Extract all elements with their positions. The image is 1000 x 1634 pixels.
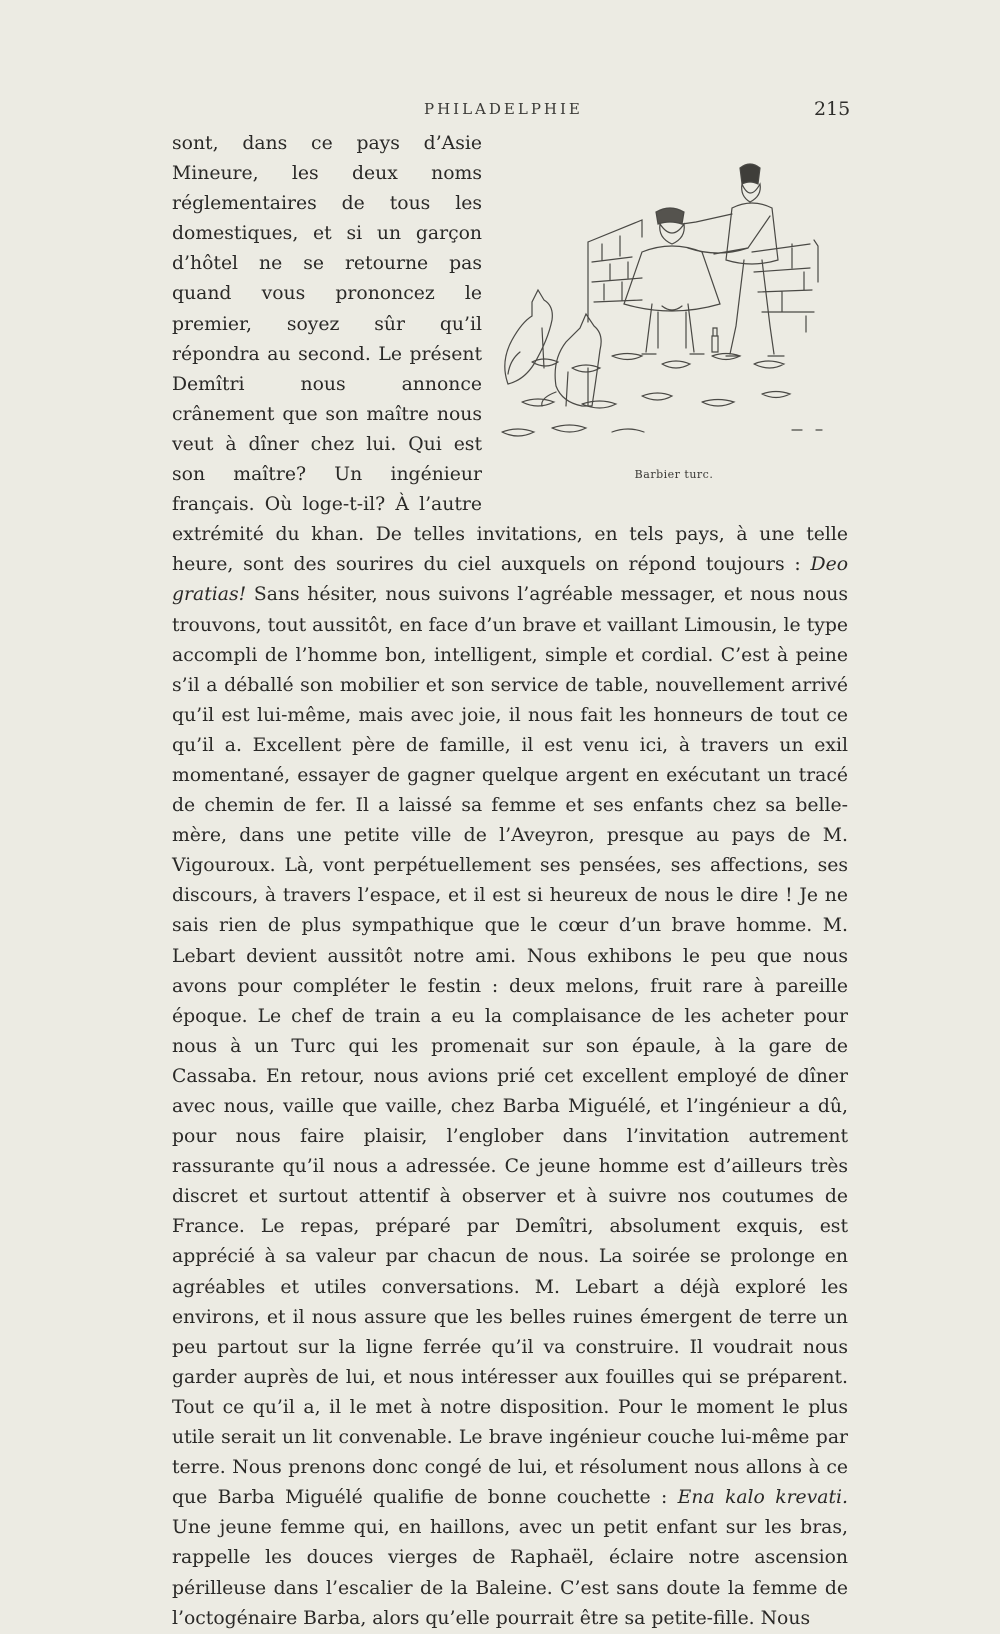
italic-phrase: Deo gratias! bbox=[172, 554, 848, 606]
text-segment: Sans hésiter, nous suivons l’agréable messager, et nous nous trouvons, tout aussitôt, en face d’un brave et vaillant Limousin, le type accompli de l’homme bon, intelligent, simple et cordial. C’est à peine s’il a déballé son mobilier et son service de table, nouvellement arrivé qu’il est lui-même, mais avec joie, il nous fait les honneurs de tout ce qu’il a. Excellent père de famille, il est venu ici, à travers un exil momentané, essayer de gagner quelque argent en exécutant un tracé de chemin de fer. Il a laissé sa femme et ses enfants chez sa belle-mère, dans une petite ville de l’Aveyron, presque au pays de M. Vigouroux. Là, vont perpétuellement ses pensées, ses affections, ses discours, à travers l’espace, et il est si heureux de nous le dire ! Je ne sais rien de plus sympathique que le cœur d’un brave homme. M. Lebart devient aussitôt notre ami. Nous exhibons le peu que nous avons pour compléter le festin : deux melons, fruit rare à pareille époque. Le chef de train a eu la complaisance de les acheter pour nous à un Turc qui les promenait sur son épaule, à la gare de Cassaba. En retour, nous avions prié cet excellent employé de dîner avec nous, vaille que vaille, chez Barba Miguélé, et l’ingénieur a dû, pour nous faire plaisir, l’englober dans l’invitation autrement rassurante qu’il nous a adressée. Ce jeune homme est d’ailleurs très discret et surtout attentif à observer et à suivre nos coutumes de France. Le repas, préparé par Demîtri, absolument exquis, est apprécié à sa valeur par chacun de nous. La soirée se prolonge en agréables et utiles conversations. M. Lebart a déjà exploré les environs, et il nous assure que les belles ruines émergent de terre un peu partout sur la ligne ferrée qu’il va construire. Il voudrait nous garder auprès de lui, et nous intéresser aux fouilles qui se préparent. Tout ce qu’il a, il le met à notre disposition. Pour le moment le plus utile serait un lit convenable. Le brave ingénieur couche lui-même par terre. Nous prenons donc congé de lui, et résolument nous allons à ce que Barba Miguélé qualifie de bonne couchette : bbox=[172, 584, 848, 1509]
italic-phrase: Ena kalo krevati. bbox=[677, 1487, 849, 1509]
body-text bbox=[172, 129, 849, 1629]
illustration-barbier bbox=[492, 132, 856, 486]
paragraph bbox=[172, 129, 848, 1634]
figure-caption: Barbier turc. bbox=[634, 468, 714, 481]
running-title: PHILADELPHIE bbox=[424, 100, 583, 118]
page-number: 215 bbox=[814, 98, 851, 120]
page-header bbox=[0, 100, 1000, 124]
text-segment: sont, dans ce pays d’Asie Mineure, les deux noms réglementaires de tous les domestiques, et si un garçon d’hôtel ne se retourne pas quand vous prononcez le premier, soyez sûr qu’il répondra au second. Le présent Demîtri nous annonce crânement que son maître nous veut à dîner chez lui. Qui est son maître? Un ingénieur français. Où loge-t-il? À l’autre extrémité du khan. De telles invitations, en tels pays, à une telle heure, sont des sourires du ciel auxquels on répond toujours : bbox=[172, 133, 848, 576]
barber-engraving bbox=[492, 132, 856, 462]
text-segment: Une jeune femme qui, en haillons, avec un petit enfant sur les bras, rappelle les douces vierges de Raphaël, éclaire notre ascension périlleuse dans l’escalier de la Baleine. C’est sans doute la femme de l’octogénaire Barba, alors qu’elle pourrait être sa petite-fille. Nous bbox=[172, 1517, 848, 1629]
